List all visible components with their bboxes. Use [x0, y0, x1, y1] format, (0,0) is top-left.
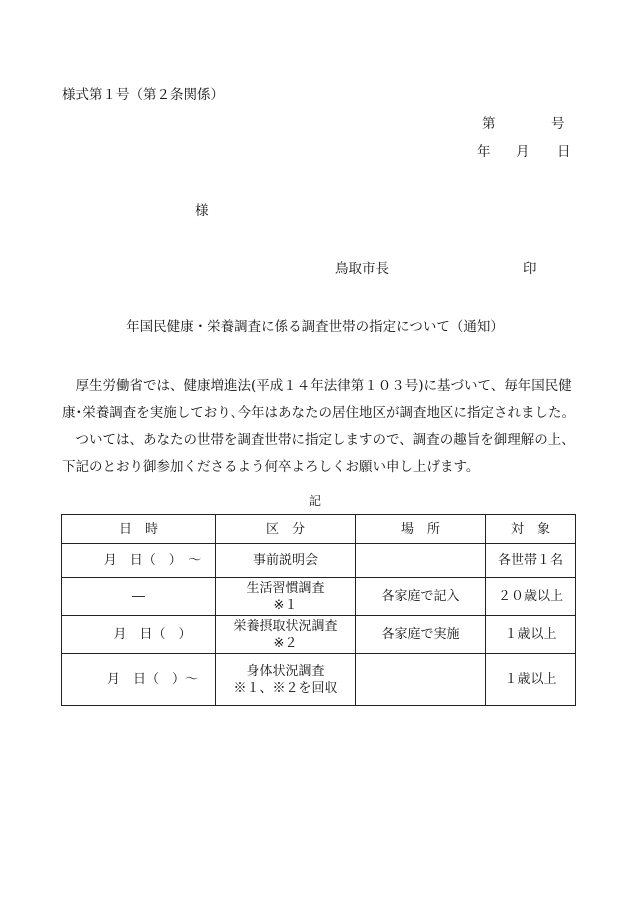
- cell-datetime: ―: [62, 578, 216, 616]
- date-day-label: 日: [557, 144, 571, 160]
- date-month-label: 月: [516, 144, 530, 160]
- category-line: 栄養摂取状況調査: [233, 618, 338, 634]
- table-row: [62, 654, 576, 706]
- category-line: ※１、※２を回収: [233, 680, 338, 696]
- sender-name: 鳥取市長: [335, 261, 389, 277]
- cell-category: [216, 616, 356, 654]
- doc-number-prefix: 第: [482, 116, 496, 132]
- doc-number-suffix: 号: [551, 116, 565, 132]
- cell-place: 各家庭で実施: [356, 616, 486, 654]
- category-line: 身体状況調査: [246, 663, 325, 679]
- cell-place: [356, 654, 486, 706]
- table-row: [62, 578, 576, 616]
- table-row: [62, 544, 576, 578]
- cell-target: 各世帯１名: [486, 544, 576, 578]
- header-place: 場 所: [356, 515, 486, 544]
- header-category: 区 分: [216, 515, 356, 544]
- cell-datetime: 月 日（ ）～: [62, 654, 216, 706]
- cell-target: ２０歳以上: [486, 578, 576, 616]
- header-target: 対 象: [486, 515, 576, 544]
- date-year-label: 年: [477, 144, 491, 160]
- ki-heading: 記: [308, 494, 321, 508]
- header-datetime: 日 時: [62, 515, 216, 544]
- cell-category: [216, 544, 356, 578]
- cell-datetime: 月 日（ ）: [62, 616, 216, 654]
- form-label: 様式第１号（第２条関係）: [62, 87, 224, 103]
- cell-place: 各家庭で記入: [356, 578, 486, 616]
- cell-target: １歳以上: [486, 616, 576, 654]
- body-paragraph-2: ついては、あなたの世帯を調査世帯に指定しますので、調査の趣旨を御理解の上、下記のとおり御参加くださるよう何卒よろしくお願い申し上げます。: [62, 432, 575, 475]
- addressee-suffix: 様: [195, 203, 209, 219]
- cell-datetime: 月 日（ ） ～: [62, 544, 216, 578]
- seal-mark: 印: [523, 261, 537, 277]
- category-line: ※２: [273, 635, 298, 651]
- cell-category: [216, 654, 356, 706]
- schedule-table: [61, 514, 576, 706]
- table-row: [62, 616, 576, 654]
- cell-place: [356, 544, 486, 578]
- body-paragraph-1: 厚生労働省では、健康増進法(平成１４年法律第１０３号)に基づいて、毎年国民健康･栄養調査を実施しており､今年はあなたの居住地区が調査地区に指定されました。: [62, 378, 575, 421]
- category-line: 生活習慣調査: [246, 580, 325, 596]
- category-line: 事前説明会: [252, 553, 318, 568]
- table-header-row: [62, 515, 576, 544]
- cell-category: [216, 578, 356, 616]
- category-line: ※１: [273, 597, 298, 613]
- document-subject: 年国民健康・栄養調査に係る調査世帯の指定について（通知）: [126, 319, 504, 335]
- cell-target: １歳以上: [486, 654, 576, 706]
